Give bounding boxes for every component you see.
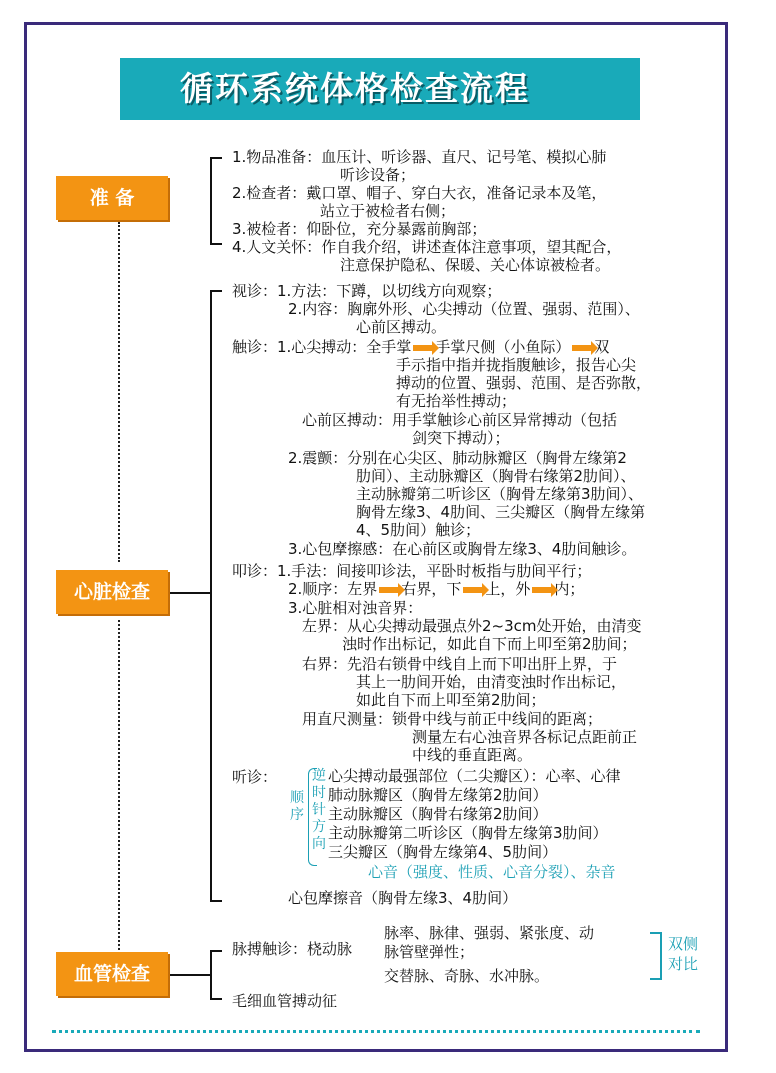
percuss-line-5: 浊时作出标记，如此自下而上叩至第2肋间；: [342, 635, 637, 653]
spine-dotted-line: [118, 222, 120, 562]
section-heart: 心脏检查: [56, 570, 168, 614]
auscult-order-bracket: [308, 768, 317, 866]
arrow-icon: [413, 345, 433, 351]
inspect-line-3: 心前区搏动。: [356, 318, 447, 336]
auscult-line-3: 主动脉瓣区（胸骨右缘第2肋间）: [328, 805, 548, 823]
palp-line-8: 肋间）、主动脉瓣区（胸骨右缘第2肋间）、: [356, 467, 636, 485]
auscult-line-1: 心尖搏动最强部位（二尖瓣区）：心率、心律: [328, 767, 621, 785]
heart-bracket-bottom: [210, 900, 222, 902]
vessel-pulse-line-3: 交替脉、奇脉、水冲脉。: [384, 967, 550, 985]
palp-line-6: 剑突下搏动）；: [412, 429, 510, 447]
title-decoration-right: [580, 98, 632, 100]
palp-line-4: 有无抬举性搏动；: [396, 392, 517, 410]
vessel-pulse-label: 脉搏触诊：桡动脉: [232, 940, 353, 958]
section-vessel: 血管检查: [56, 952, 168, 996]
prep-line-2: 2.检查者：戴口罩、帽子、穿白大衣，准备记录本及笔，: [232, 184, 607, 202]
title-decoration-left: [130, 90, 180, 92]
auscult-order-label: 顺序: [290, 790, 304, 823]
palp-line-5: 心前区搏动：用手掌触诊心前区异常搏动（包括: [302, 411, 618, 429]
bottom-dotted-divider: [52, 1030, 700, 1033]
page-title: 循环系统体格检查流程: [180, 69, 530, 108]
vessel-compare: 双侧对比: [668, 935, 699, 973]
heart-bracket-top: [210, 290, 222, 292]
auscult-line-4: 主动脉瓣第二听诊区（胸骨左缘第3肋间）: [328, 824, 608, 842]
prep-bracket-bottom: [210, 243, 222, 245]
percuss-line-2c: 上，外: [485, 580, 531, 598]
percuss-line-11: 中线的垂直距离。: [412, 746, 533, 764]
prep-line-2b: 站立于被检者右侧；: [320, 202, 456, 220]
palp-line-10: 胸骨左缘3、4肋间、三尖瓣区（胸骨左缘第: [356, 503, 646, 521]
vessel-bracket-top: [210, 950, 222, 952]
palp-line-7: 2.震颤：分别在心尖区、肺动脉瓣区（胸骨左缘第2: [288, 449, 627, 467]
auscult-line-5: 三尖瓣区（胸骨左缘第4、5肋间）: [328, 843, 558, 861]
auscult-line-7: 心包摩擦音（胸骨左缘3、4肋间）: [288, 889, 518, 907]
heart-connector: [170, 592, 210, 594]
prep-line-3: 3.被检者：仰卧位，充分暴露前胸部；: [232, 220, 487, 238]
arrow-icon: [379, 587, 399, 593]
prep-line-4: 4.人文关怀：作自我介绍，讲述查体注意事项，望其配合，: [232, 238, 622, 256]
vessel-bracket: [210, 950, 212, 1000]
percuss-line-3: 3.心脏相对浊音界：: [288, 599, 423, 617]
arrow-icon: [532, 587, 552, 593]
percuss-line-4: 左界：从心尖搏动最强点外2~3cm处开始，由清变: [302, 617, 642, 635]
auscult-line-2: 肺动脉瓣区（胸骨左缘第2肋间）: [328, 786, 548, 804]
section-prep: 准 备: [56, 176, 168, 220]
vessel-pulse-line-2: 脉管壁弹性；: [384, 943, 475, 961]
palp-line-9: 主动脉瓣第二听诊区（胸骨左缘第3肋间）、: [356, 485, 644, 503]
auscult-line-6: 心音（强度、性质、心音分裂）、杂音: [368, 863, 616, 881]
prep-bracket: [210, 157, 212, 244]
vessel-bracket-bottom: [210, 998, 222, 1000]
palp-line-1: [232, 338, 609, 357]
inspect-line-2: 2.内容：胸廓外形、心尖搏动（位置、强弱、范围）、: [288, 300, 640, 318]
percuss-line-2d: 内；: [554, 580, 585, 598]
palp-line-1c: 双: [594, 338, 610, 356]
percuss-line-8: 如此自下而上叩至第2肋间；: [356, 691, 546, 709]
palp-line-1b: 手掌尺侧（小鱼际）: [435, 338, 571, 356]
palp-line-3: 搏动的位置、强弱、范围、是否弥散，: [396, 374, 652, 392]
vessel-pulse-line-1: 脉率、脉律、强弱、紧张度、动: [384, 924, 595, 942]
compare-bracket: [650, 932, 662, 980]
palp-line-1a: 触诊：1.心尖搏动：全手掌: [232, 338, 412, 356]
auscult-order-direction: 逆时针方向: [312, 768, 326, 852]
inspect-line-1: 视诊：1.方法：下蹲，以切线方向观察；: [232, 282, 502, 300]
arrow-icon: [463, 587, 483, 593]
palp-line-2: 手示指中指并拢指腹触诊，报告心尖: [396, 356, 637, 374]
heart-bracket: [210, 290, 212, 902]
arrow-icon: [572, 345, 592, 351]
palp-line-11: 4、5肋间）触诊；: [356, 521, 481, 539]
percuss-line-10: 测量左右心浊音界各标记点距前正: [412, 728, 638, 746]
prep-bracket-top: [210, 157, 222, 159]
percuss-line-2: [288, 580, 584, 599]
vessel-capillary: 毛细血管搏动征: [232, 992, 338, 1010]
percuss-line-9: 用直尺测量：锁骨中线与前正中线间的距离；: [302, 710, 603, 728]
percuss-line-2b: 右界，下: [401, 580, 462, 598]
prep-line-4b: 注意保护隐私、保暖、关心体谅被检者。: [340, 256, 611, 274]
vessel-connector: [170, 974, 210, 976]
percuss-line-6: 右界：先沿右锁骨中线自上而下叩出肝上界，于: [302, 655, 618, 673]
percuss-line-1: 叩诊：1.手法：间接叩诊法，平卧时板指与肋间平行；: [232, 562, 592, 580]
percuss-line-2a: 2.顺序：左界: [288, 580, 378, 598]
spine-dotted-line-2: [118, 620, 120, 950]
prep-line-1b: 听诊设备；: [340, 166, 416, 184]
palp-line-12: 3.心包摩擦感：在心前区或胸骨左缘3、4肋间触诊。: [288, 540, 637, 558]
percuss-line-7: 其上一肋间开始，由清变浊时作出标记，: [356, 673, 627, 691]
prep-line-1: 1.物品准备：血压计、听诊器、直尺、记号笔、模拟心肺: [232, 148, 607, 166]
auscult-label: 听诊：: [232, 768, 278, 786]
